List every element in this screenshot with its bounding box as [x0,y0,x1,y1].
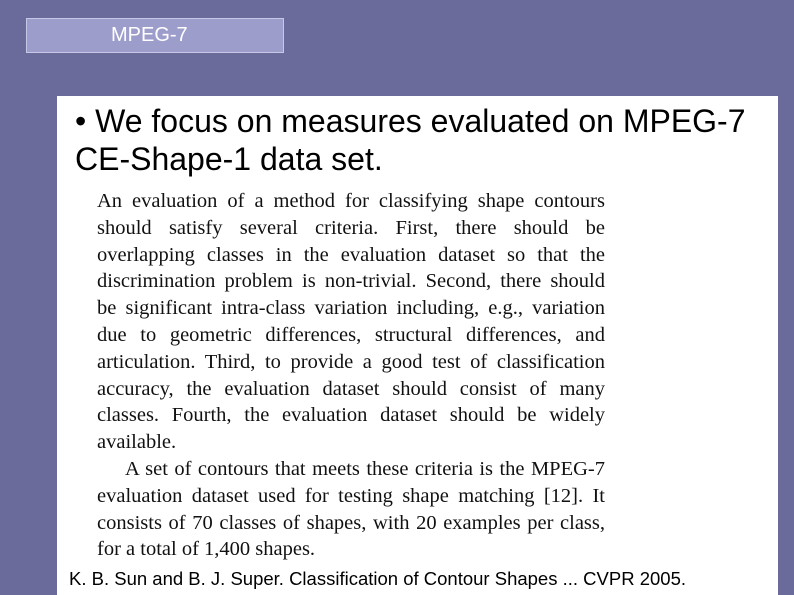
slide-title-tab: MPEG-7 [26,18,284,53]
bullet-point: • We focus on measures evaluated on MPEG-7 CE-Shape-1 data set. [75,103,746,177]
excerpt-paragraph: An evaluation of a method for classifying shape contours should satisfy several criteria. First, there should be overlapping classes in the evaluation dataset so that the discrimination problem is non-trivial. Second, there should be significant intra-class variation including, e.g., variation due to geometric differences, structural differences, and articulation. Third, to provide a good test of classification accuracy, the evaluation dataset should consist of many classes. Fourth, the evaluation dataset should be widely available. [97,190,605,454]
citation-text: K. B. Sun and B. J. Super. Classification of Contour Shapes ... CVPR 2005. [69,568,687,589]
excerpt-paragraph: A set of contours that meets these criteria is the MPEG-7 evaluation dataset used for testing shape matching [12]. It consists of 70 classes of shapes, with 20 examples per class, for a total of 1,400 shapes. [97,457,605,561]
paper-excerpt-image [97,188,605,563]
slide-left-border [0,96,57,595]
slide-content-area [57,96,778,595]
slide-right-border [778,96,794,595]
